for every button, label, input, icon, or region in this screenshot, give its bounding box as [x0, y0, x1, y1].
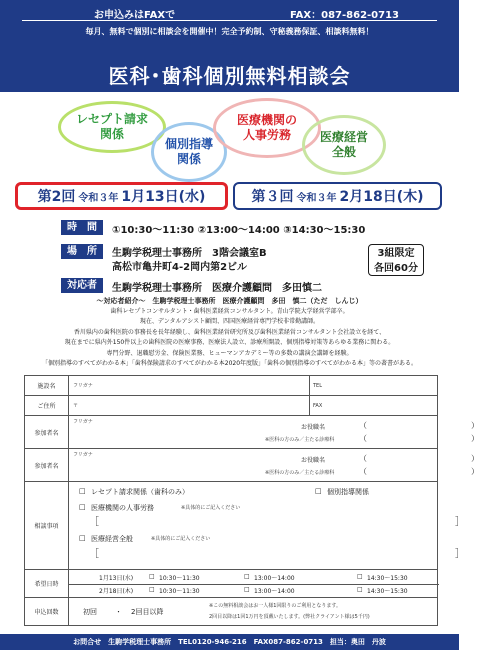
wish-label: 希望日時: [25, 570, 69, 598]
wish-row-2-t1-check[interactable]: □: [149, 585, 155, 593]
attendee-2-field[interactable]: [69, 449, 479, 482]
attendee-2-role-open: （: [359, 453, 367, 463]
fax-label: FAX: [313, 403, 323, 409]
clinic-name-field[interactable]: [69, 376, 310, 396]
session-2-date: [15, 182, 228, 210]
wish-row-2-t2: 13:00～14:00: [254, 587, 295, 595]
count-first[interactable]: 初回: [83, 607, 97, 616]
wish-divider: [69, 584, 439, 585]
topic-hr-line2: 人事労務: [242, 128, 291, 142]
header-bar: [0, 0, 459, 62]
count-label: 申込回数: [25, 598, 69, 626]
opt-mgmt-bracket-open: ［: [89, 548, 99, 560]
topic-management-line2: 全般: [331, 145, 356, 159]
consult-options: [69, 482, 465, 570]
opt-mgmt-hint: ※具体的にご記入ください: [151, 535, 211, 542]
attendee-2-role: お役職名: [301, 456, 326, 464]
page-title: 医科･歯科個別無料相談会: [0, 62, 459, 92]
opt-hr-hint: ※具体的にご記入ください: [181, 504, 241, 511]
wish-row-1-t1: 10:30～11:30: [159, 574, 200, 582]
attendee-1-role-open: （: [359, 420, 367, 430]
wish-row-1-t3-check[interactable]: □: [357, 572, 363, 580]
intro-line-2: 現在、デンタルアシスト顧問、四国医療経営専門学校非常勤講師。: [139, 318, 320, 325]
topic-guidance-line1: 個別指導: [164, 137, 213, 151]
address-label: ご住所: [25, 396, 69, 416]
topic-receipt-line1: レセプト請求: [75, 112, 148, 126]
responder-value: 生駒学税理士事務所 医療介護顧問 多田慎二: [112, 283, 322, 294]
opt-hr-bracket-close: ］: [455, 516, 465, 528]
place-line2: 高松市亀井町4-2岡内第2ビル: [112, 262, 248, 273]
topic-hr-line1: 医療機関の: [236, 113, 297, 127]
count-note-1: ※この無料相談会はお一人様1回限りのご利用となります。: [209, 602, 341, 609]
attendee-1-role-hint: ※医科の方のみ／主たる診療科: [265, 436, 335, 443]
fax-number: FAX：087-862-0713: [290, 10, 400, 21]
footer-contact: お問合せ 生駒学税理士事務所 TEL0120-946-216 FAX087-862-0713 担当：奥田 丹波: [0, 634, 459, 650]
form-row-address: [25, 396, 438, 416]
topic-management-line1: 医療経営: [319, 130, 368, 144]
wish-options: [69, 570, 438, 598]
intro-line-4: 現在までに県内外150件以上の歯科医院の医療事務、医療法人設立、診療所開設、個別指導対策等あらゆる業務に関わる。: [64, 339, 395, 346]
opt-hr-bracket-open: ［: [89, 516, 99, 528]
form-row-consult: [25, 482, 438, 570]
intro-line-3: 香川県内の歯科医院の事務長を長年経験し、歯科医業経営研究所及び歯科医業経営コンサルタント会社設立を経て、: [73, 329, 386, 336]
checkbox-hr[interactable]: □: [79, 502, 86, 511]
form-row-wish: [25, 570, 438, 598]
topic-receipt-line2: 関係: [99, 127, 124, 141]
topic-management: [302, 115, 386, 175]
attendee-2-role-close: ）: [471, 453, 479, 463]
wish-row-2-t3: 14:30～15:30: [367, 587, 408, 595]
attendee-2-role-hint: ※医科の方のみ／主たる診療科: [265, 469, 335, 476]
topic-guidance-line2: 関係: [176, 152, 201, 166]
capacity-badge: [368, 244, 424, 276]
application-form: [24, 375, 479, 626]
time-value: ①10:30～11:30 ②13:00～14:00 ③14:30～15:30: [112, 225, 366, 236]
form-row-attendee-1: [25, 416, 438, 449]
topic-receipt: [58, 101, 166, 153]
tel-field[interactable]: [310, 376, 438, 396]
attendee-1-dept-open: （: [359, 433, 367, 443]
intro-line-6: 「個別指導のすべてがわかる本」「歯科保険請求のすべてがわかる本2020年度版」「歯科の個別指導のすべてがわかる本」等の著書がある。: [42, 360, 417, 367]
count-second[interactable]: 2回目以降: [131, 607, 164, 616]
tel-label: TEL: [313, 383, 322, 389]
attendee-1-dept-close: ）: [471, 433, 479, 443]
postal-mark: 〒: [73, 403, 79, 409]
opt-mgmt-bracket-close: ］: [455, 548, 465, 560]
form-row-clinic: [25, 376, 438, 396]
clinic-label: 施設名: [25, 376, 69, 396]
place-line1: 生駒学税理士事務所 3階会議室B: [112, 248, 267, 259]
count-note-2: 2回目以降は1回1万円を頂戴いたします。(弊社クライアント様は5千円): [209, 613, 370, 620]
clinic-furigana: フリガナ: [73, 383, 93, 389]
session-3-era: 令和３年: [296, 192, 337, 204]
attendee-2-label: 参加者名: [25, 449, 69, 482]
attendee-2-dept-close: ）: [471, 466, 479, 476]
checkbox-guidance[interactable]: □: [315, 486, 322, 495]
wish-row-2-date: 2月18日(木): [99, 587, 134, 595]
fax-field[interactable]: [310, 396, 438, 416]
capacity-line1: 3組限定: [377, 248, 415, 259]
opt-hr-label: 医療機関の人事労務: [91, 503, 154, 512]
place-label: 場 所: [61, 244, 103, 259]
session-2-day: 1月13日(水): [121, 189, 206, 205]
wish-row-1-date: 1月13日(水): [99, 574, 134, 582]
opt-guidance-label: 個別指導関係: [327, 487, 369, 496]
checkbox-management[interactable]: □: [79, 533, 86, 542]
count-dot: ・: [115, 607, 122, 616]
session-2-era: 令和３年: [78, 192, 119, 204]
checkbox-receipt[interactable]: □: [79, 486, 86, 495]
wish-row-1-t2: 13:00～14:00: [254, 574, 295, 582]
wish-row-1-t3: 14:30～15:30: [367, 574, 408, 582]
consult-label: 相談事項: [25, 482, 69, 570]
attendee-1-role-close: ）: [471, 420, 479, 430]
wish-row-2-t1: 10:30～11:30: [159, 587, 200, 595]
header-subline: 毎月、無料で個別に相談会を開催中！完全予約制、守秘義務保証、相談料無料！: [85, 27, 374, 36]
address-field[interactable]: [69, 396, 310, 416]
header-divider: [22, 20, 437, 21]
wish-row-2-t2-check[interactable]: □: [244, 585, 250, 593]
opt-receipt-label: レセプト請求関係（歯科のみ）: [91, 487, 189, 496]
session-3-no: 第３回: [251, 189, 294, 205]
opt-mgmt-label: 医療経営全般: [91, 534, 133, 543]
attendee-1-field[interactable]: [69, 416, 479, 449]
session-2-no: 第2回: [37, 189, 76, 205]
attendee-2-dept-open: （: [359, 466, 367, 476]
time-label: 時 間: [61, 220, 103, 235]
attendee-1-furigana: フリガナ: [73, 418, 93, 425]
intro-line-1: 歯科レセプトコンサルタント・歯科医業経営コンサルタント。青山学院大学経営学部卒。: [110, 308, 349, 315]
session-3-day: 2月18日(木): [339, 189, 424, 205]
form-row-count: [25, 598, 438, 626]
form-row-attendee-2: [25, 449, 438, 482]
attendee-2-furigana: フリガナ: [73, 451, 93, 458]
fax-apply-text: お申込みはFAXで: [94, 10, 176, 21]
count-options: [69, 598, 438, 626]
wish-row-2-t3-check[interactable]: □: [357, 585, 363, 593]
intro-line-5: 専門分野、退職慰労金、保険医業務、ヒューマンアカデミー等の多数の講演会講師を経験。: [106, 350, 353, 357]
wish-row-1-t1-check[interactable]: □: [149, 572, 155, 580]
attendee-1-role: お役職名: [301, 423, 326, 431]
intro-heading: ～対応者紹介～ 生駒学税理士事務所 医療介護顧問 多田 慎二（ただ しんじ）: [96, 297, 363, 305]
session-3-date: [233, 182, 442, 210]
responder-label: 対応者: [61, 278, 103, 293]
attendee-1-label: 参加者名: [25, 416, 69, 449]
wish-row-1-t2-check[interactable]: □: [244, 572, 250, 580]
capacity-line2: 各回60分: [374, 263, 418, 274]
